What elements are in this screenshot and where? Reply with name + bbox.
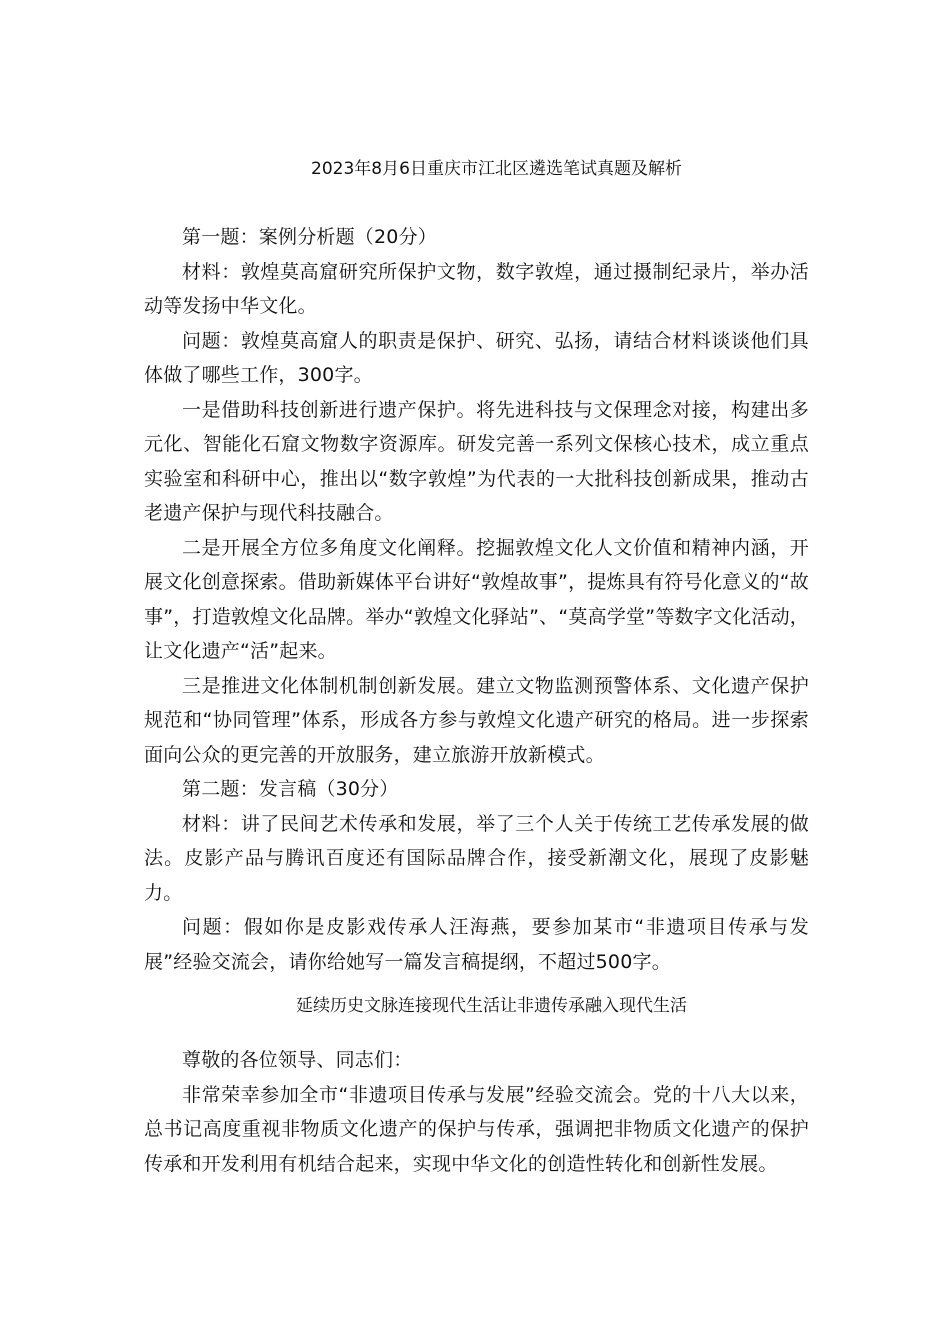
section1-answer-3: 三是推进文化体制机制创新发展。建立文物监测预警体系、文化遗产保护规范和“协同管理”体系，形成各方参与敦煌文化遗产研究的格局。进一步探索面向公众的更完善的开放服务，建立旅游开放新模式。 <box>144 674 809 766</box>
section2-material: 材料：讲了民间艺术传承和发展，举了三个人关于传统工艺传承发展的做法。皮影产品与腾讯百度还有国际品牌合作，接受新潮文化，展现了皮影魅力。 <box>144 812 809 904</box>
section1-material: 材料：敦煌莫高窟研究所保护文物，数字敦煌，通过摄制纪录片，举办活动等发扬中华文化。 <box>144 260 809 317</box>
section1-answer-2: 二是开展全方位多角度文化阐释。挖掘敦煌文化人文价值和精神内涵，开展文化创意探索。借助新媒体平台讲好“敦煌故事”，提炼具有符号化意义的“故事”，打造敦煌文化品牌。举办“敦煌文化驿站”、“莫高学堂”等数字文化活动，让文化遗产“活”起来。 <box>144 536 809 662</box>
section2-heading: 第二题：发言稿（30分） <box>182 778 399 800</box>
section1-heading: 第一题：案例分析题（20分） <box>182 226 437 248</box>
document-title: 2023年8月6日重庆市江北区遴选笔试真题及解析 <box>311 159 682 179</box>
speech-opening: 非常荣幸参加全市“非遗项目传承与发展”经验交流会。党的十八大以来，总书记高度重视非物质文化遗产的保护与传承，强调把非物质文化遗产的保护传承和开发利用有机结合起来，实现中华文化的创造性转化和创新性发展。 <box>144 1083 809 1175</box>
section1-answer-1: 一是借助科技创新进行遗产保护。将先进科技与文保理念对接，构建出多元化、智能化石窟文物数字资源库。研发完善一系列文保核心技术，成立重点实验室和科研中心，推出以“数字敦煌”为代表的一大批科技创新成果，推动古老遗产保护与现代科技融合。 <box>144 398 809 524</box>
section1-question: 问题：敦煌莫高窟人的职责是保护、研究、弘扬，请结合材料谈谈他们具体做了哪些工作，300字。 <box>144 329 809 386</box>
speech-greeting: 尊敬的各位领导、同志们： <box>182 1049 413 1071</box>
document-page <box>144 152 809 1181</box>
section2-question: 问题：假如你是皮影戏传承人汪海燕，要参加某市“非遗项目传承与发展”经验交流会，请你给她写一篇发言稿提纲，不超过500字。 <box>144 916 809 973</box>
speech-title: 延续历史文脉连接现代生活让非遗传承融入现代生活 <box>296 996 687 1016</box>
